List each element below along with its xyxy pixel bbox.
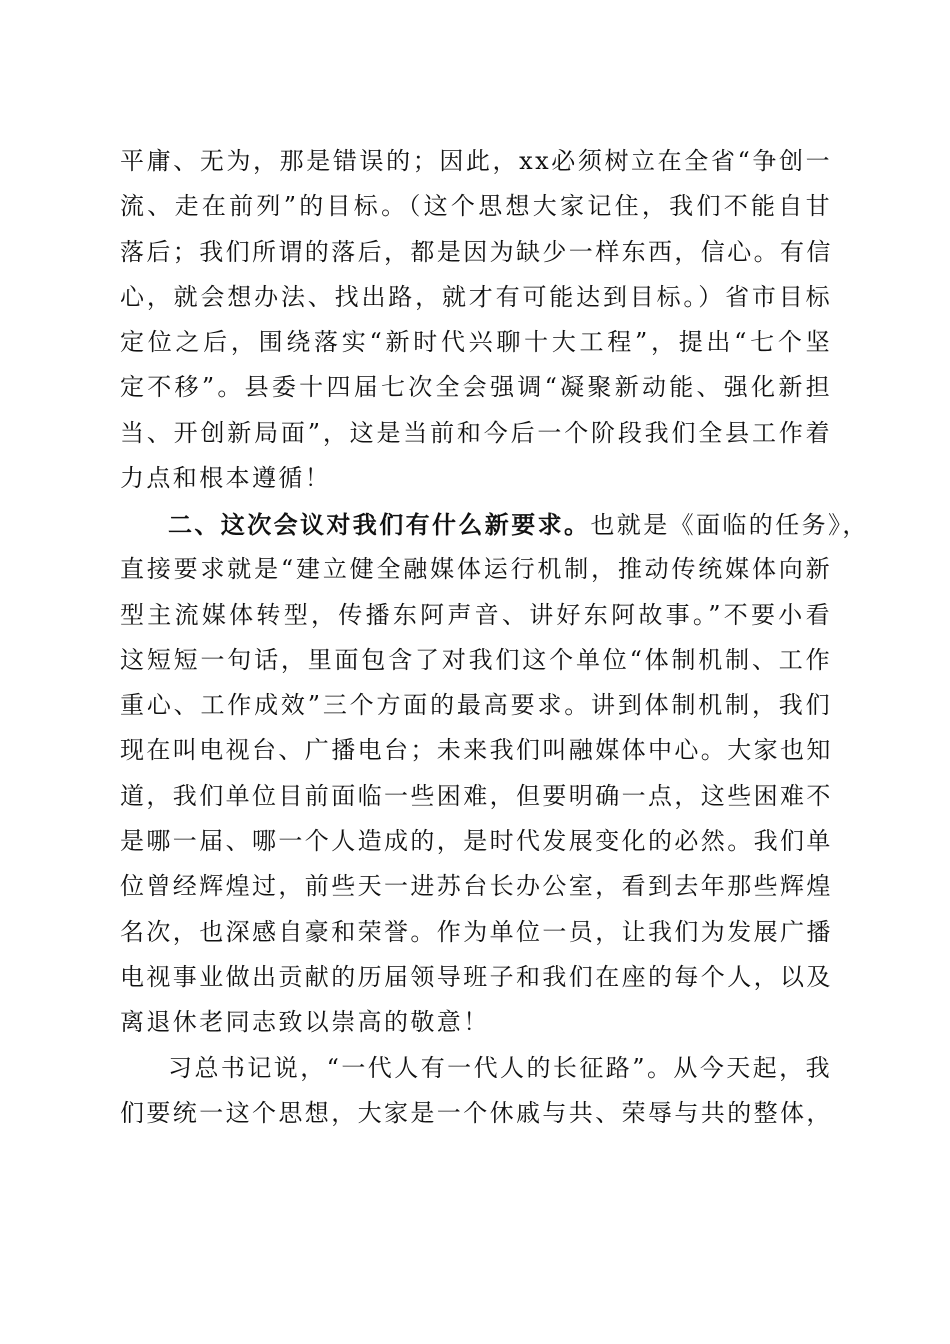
paragraph-1	[120, 139, 832, 501]
paragraph-line: 心，就会想办法、找出路，就才有可能达到目标。）省市目标	[120, 282, 832, 311]
paragraph-line: 电视事业做出贡献的历届领导班子和我们在座的每个人，以及	[120, 962, 833, 991]
section-heading: 二、这次会议对我们有什么新要求。	[168, 510, 591, 539]
paragraph-line: 平庸、无为，那是错误的；因此，xx必须树立在全省“争创一	[120, 147, 832, 175]
paragraph-3	[120, 1046, 832, 1137]
paragraph-line: 位曾经辉煌过，前些天一进苏台长办公室，看到去年那些辉煌	[120, 872, 833, 901]
paragraph-line: 这短短一句话，里面包含了对我们这个单位“体制机制、工作	[120, 645, 832, 674]
paragraph-line: 是哪一届、哪一个人造成的，是时代发展变化的必然。我们单	[120, 827, 833, 856]
paragraph-line: 力点和根本遵循！	[120, 464, 332, 493]
paragraph-line: 重心、工作成效”三个方面的最高要求。讲到体制机制，我们	[120, 691, 832, 720]
paragraph-line: 型主流媒体转型，传播东阿声音、讲好东阿故事。”不要小看	[120, 600, 832, 629]
paragraph-line: 现在叫电视台、广播电台；未来我们叫融媒体中心。大家也知	[120, 736, 833, 765]
paragraph-2	[120, 502, 869, 1046]
paragraph-first-line	[120, 502, 869, 547]
paragraph-line: 落后；我们所谓的落后，都是因为缺少一样东西，信心。有信	[120, 237, 833, 266]
paragraph-line: 当、开创新局面”，这是当前和今后一个阶段我们全县工作着	[120, 418, 832, 447]
paragraph-line: 定不移”。县委十四届七次全会强调“凝聚新动能、强化新担	[120, 373, 832, 402]
paragraph-line: 名次，也深感自豪和荣誉。作为单位一员，让我们为发展广播	[120, 917, 833, 946]
paragraph-line: 直接要求就是“建立健全融媒体运行机制，推动传统媒体向新	[120, 555, 832, 584]
paragraph-first-line: 习总书记说，“一代人有一代人的长征路”。从今天起，我	[168, 1054, 832, 1082]
paragraph-line: 们要统一这个思想，大家是一个休戚与共、荣辱与共的整体，	[120, 1099, 833, 1128]
paragraph-line: 道，我们单位目前面临一些困难，但要明确一点，这些困难不	[120, 781, 833, 810]
heading-continuation: 也就是《面临的任务》，	[590, 511, 869, 539]
paragraph-line: 离退休老同志致以崇高的敬意！	[120, 1008, 490, 1037]
paragraph-line: 定位之后，围绕落实“新时代兴聊十大工程”，提出“七个坚	[120, 328, 832, 357]
paragraph-line: 流、走在前列”的目标。（这个思想大家记住，我们不能自甘	[120, 192, 832, 221]
